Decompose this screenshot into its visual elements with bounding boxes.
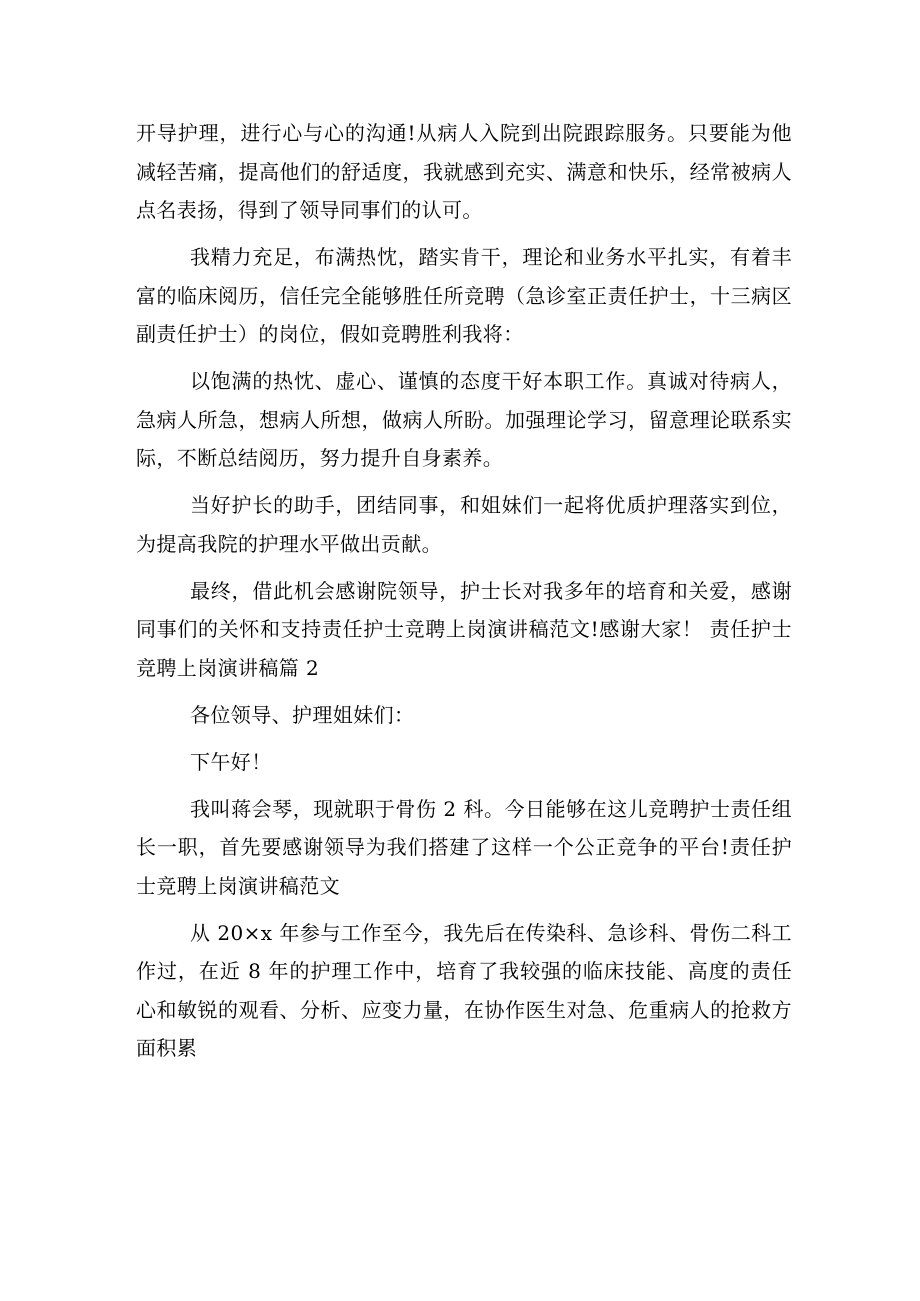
greeting: 下午好！ (190, 749, 272, 774)
paragraph-4: 当好护长的助手，团结同事，和姐妹们一起将优质护理落实到位，为提高我院的护理水平做出贡献。 (136, 493, 792, 556)
document-body (136, 114, 792, 1076)
paragraph-9: 从 20×x 年参与工作至今，我先后在传染科、急诊科、骨伤二科工作过，在近 8 年的护理工作中，培育了我较强的临床技能、高度的责任心和敏锐的观看、分析、应变力量，在协作医生对急、危重病人的抢救方面积累 (136, 920, 792, 1060)
salutation: 各位领导、护理姐妹们： (190, 702, 415, 727)
paragraph-3: 以饱满的热忱、虚心、谨慎的态度干好本职工作。真诚对待病人，急病人所急，想病人所想，做病人所盼。加强理论学习，留意理论联系实际，不断总结阅历，努力提升自身素养。 (136, 369, 792, 470)
paragraph-8: 我叫蒋会琴，现就职于骨伤 2 科。今日能够在这儿竞聘护士责任组长一职，首先要感谢领导为我们搭建了这样一个公正竞争的平台!责任护士竞聘上岗演讲稿范文 (136, 796, 792, 898)
paragraph-1: 开导护理，进行心与心的沟通!从病人入院到出院跟踪服务。只要能为他减轻苦痛，提高他们的舒适度，我就感到充实、满意和快乐，经常被病人点名表扬，得到了领导同事们的认可。 (136, 121, 792, 222)
paragraph-5: 最终，借此机会感谢院领导，护士长对我多年的培育和关爱，感谢同事们的关怀和支持责任护士竞聘上岗演讲稿范文!感谢大家！ 责任护士竞聘上岗演讲稿篇 2 (136, 578, 792, 680)
paragraph-2: 我精力充足，布满热忱，踏实肯干，理论和业务水平扎实，有着丰富的临床阅历，信任完全能够胜任所竞聘（急诊室正责任护士，十三病区副责任护士）的岗位，假如竞聘胜利我将： (136, 245, 792, 346)
